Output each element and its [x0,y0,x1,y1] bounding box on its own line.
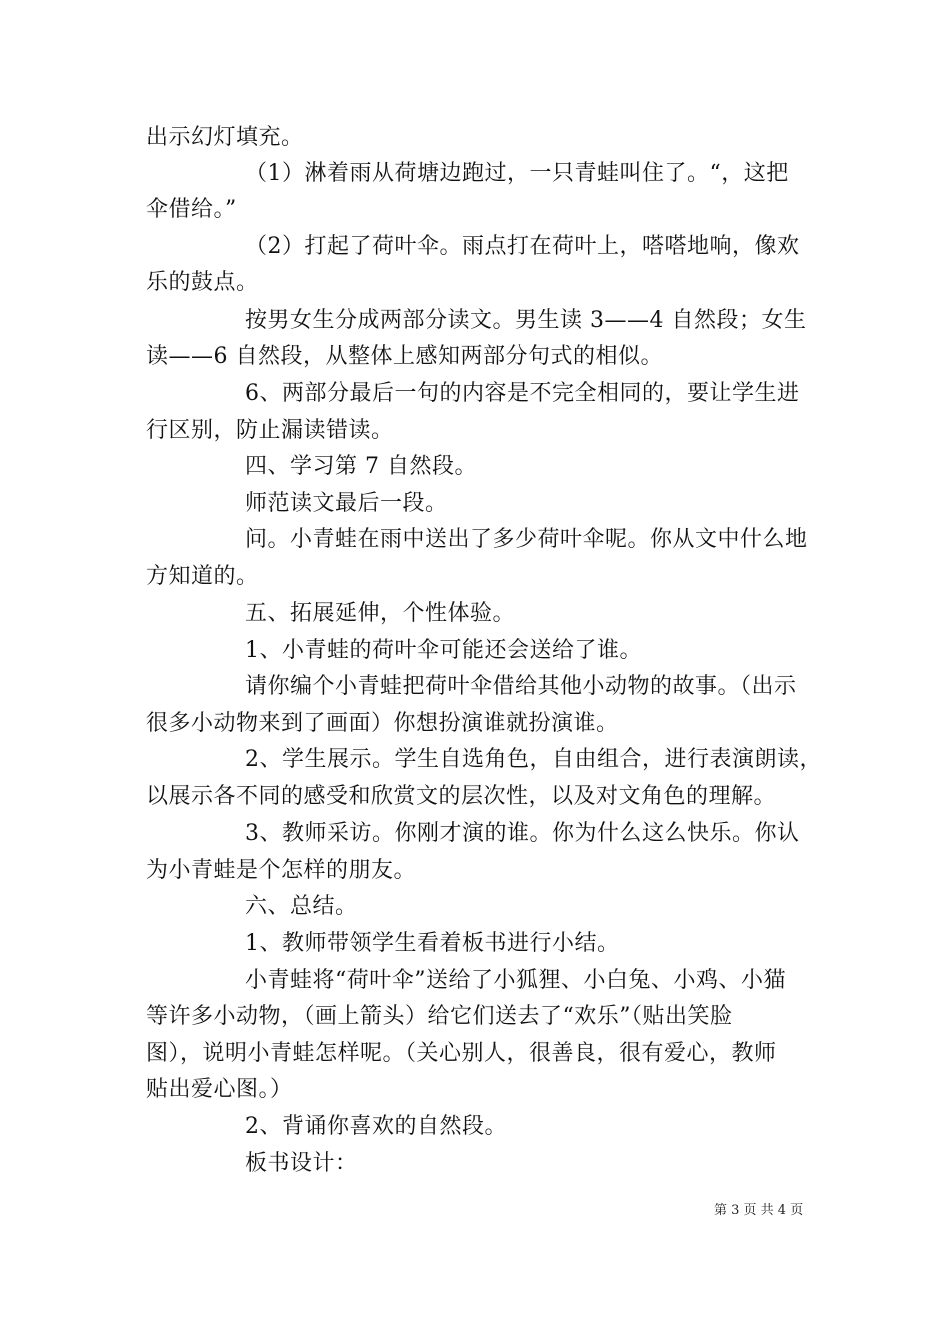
text-line: 2、背诵你喜欢的自然段。 [245,1114,507,1139]
text-line: 2、学生展示。学生自选角色，自由组合，进行表演朗读， [245,747,822,772]
text-line: 等许多小动物，（画上箭头）给它们送去了“欢乐”（贴出笑脸 [146,1004,733,1029]
text-line: 六、总结。 [245,894,358,919]
text-line: 以展示各不同的感受和欣赏文的层次性，以及对文角色的理解。 [146,784,777,809]
text-line: 3、教师采访。你刚才演的谁。你为什么这么快乐。你认 [245,821,800,846]
text-line: （2）打起了荷叶伞。雨点打在荷叶上，嗒嗒地响，像欢 [245,234,800,259]
text-line: 读——6 自然段，从整体上感知两部分句式的相似。 [146,344,663,369]
text-line: 很多小动物来到了画面）你想扮演谁就扮演谁。 [146,711,619,736]
text-line: 五、拓展延伸，个性体验。 [245,601,516,626]
text-line: 伞借给。” [146,197,237,222]
text-line: 请你编个小青蛙把荷叶伞借给其他小动物的故事。（出示 [245,674,797,699]
text-line: 小青蛙将“荷叶伞”送给了小狐狸、小白兔、小鸡、小猫 [245,968,786,993]
text-line: （1）淋着雨从荷塘边跑过，一只青蛙叫住了。“，这把 [245,161,789,186]
text-line: 四、学习第 7 自然段。 [245,454,477,479]
text-line: 板书设计： [245,1151,358,1176]
text-line: 图），说明小青蛙怎样呢。（关心别人，很善良，很有爱心，教师 [146,1041,777,1066]
text-line: 方知道的。 [146,564,259,589]
text-line: 按男女生分成两部分读文。男生读 3——4 自然段；女生 [245,308,807,333]
text-line: 行区别，防止漏读错读。 [146,418,394,443]
text-line: 1、小青蛙的荷叶伞可能还会送给了谁。 [245,638,642,663]
text-line: 贴出爱心图。） [146,1077,293,1102]
text-line: 师范读文最后一段。 [245,491,448,516]
text-line: 1、教师带领学生看着板书进行小结。 [245,931,620,956]
text-line: 乐的鼓点。 [146,270,259,295]
text-line: 出示幻灯填充。 [146,125,304,150]
text-line: 为小青蛙是个怎样的朋友。 [146,858,417,883]
text-line: 6、两部分最后一句的内容是不完全相同的，要让学生进 [245,381,800,406]
page-number-footer: 第 3 页 共 4 页 [714,1203,804,1218]
text-line: 问。小青蛙在雨中送出了多少荷叶伞呢。你从文中什么地 [245,527,808,552]
